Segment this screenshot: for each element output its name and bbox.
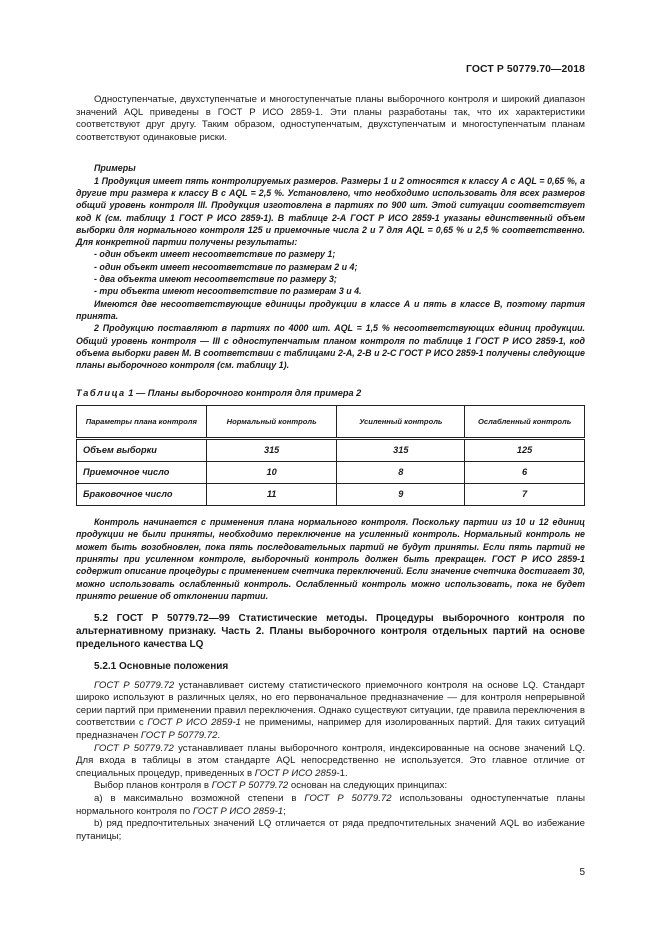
text-run: . xyxy=(217,730,221,742)
table-row xyxy=(77,462,585,484)
standard-reference: ГОСТ Р 50779.72 xyxy=(304,793,392,805)
table-row xyxy=(77,439,585,462)
table-caption xyxy=(76,387,585,400)
table-row xyxy=(77,484,585,506)
standard-reference: ГОСТ Р ИСО 2859 xyxy=(254,767,337,779)
row-label: Приемочное число xyxy=(77,462,207,484)
list-item-b: b) ряд предпочтительных значений LQ отличается от ряда предпочтительных значений AQL во избежание путаницы; xyxy=(76,818,585,842)
example-1-text: 1 Продукция имеет пять контролируемых размеров. Размеры 1 и 2 относятся к классу А с AQL = 0,65 %, а другие три размера к классу В с AQL = 2,5 %. Установлено, что необходимо использовать для всех размеров общий уровень контроля III. Продукция изготовлена в партиях по 900 шт. Этой ситуации соответствует код К (см. таблицу 1 ГОСТ Р ИСО 2859-1). В таблице 2-А ГОСТ Р ИСО 2859-1 указаны единственный объем выборки для нормального контроля 125 и приемочные числа 2 и 7 для AQL = 0,65 % и 2,5 % соответственно. Для конкретной партии получены результаты: xyxy=(76,175,585,248)
standard-reference: ГОСТ Р ИСО 2859-1 xyxy=(147,717,241,729)
table-cell: 315 xyxy=(206,439,337,462)
section-paragraph-1 xyxy=(76,680,585,743)
section-title: 5.2 ГОСТ Р 50779.72—99 Статистические методы. Процедуры выборочного контроля по альтернативному признаку. Часть 2. Планы выборочного контроля отдельных партий на основе предельного качества LQ xyxy=(76,613,585,651)
table-cell: 6 xyxy=(465,462,585,484)
standard-reference: ГОСТ Р 50779.72 xyxy=(140,730,218,742)
text-run: а) в максимально возможной степени в xyxy=(94,793,305,805)
examples-heading: Примеры xyxy=(94,163,136,174)
example-1-bullet: - два объекта имеют несоответствие по размеру 3; xyxy=(94,274,337,285)
text-run: Выбор планов контроля в xyxy=(94,780,212,792)
row-label: Объем выборки xyxy=(77,439,207,462)
table-cell: 7 xyxy=(465,484,585,506)
text-run: основан на следующих принципах: xyxy=(288,780,448,792)
standard-reference: ГОСТ Р 50779.72 xyxy=(94,679,175,691)
example-2-text: 2 Продукцию поставляют в партиях по 4000 шт. AQL = 1,5 % несоответствующих единиц продукции. Общий уровень контроля — III с одноступенчатым планом контроля по таблице 1 ГОСТ Р ИСО 2859-1, код объема выборки равен М. В соответствии с таблицами 2-А, 2-В и 2-С ГОСТ Р ИСО 2859-1 получены следующие планы выборочного контроля (см. таблицу 1). xyxy=(76,323,585,371)
document-header: ГОСТ Р 50779.70—2018 xyxy=(466,64,585,75)
example-1-result: Имеются две несоответствующие единицы продукции в классе А и пять в классе В, поэтому партия принята. xyxy=(76,298,585,321)
intro-paragraph: Одноступенчатые, двухступенчатые и многоступенчатые планы выборочного контроля и широкий диапазон значений AQL приведены в ГОСТ Р ИСО 2859-1. Эти планы разработаны так, что их характеристики соответствуют друг другу. Таким образом, одноступенчатым, двухступенчатым и многоступенчатым планам соответствуют одинаковые риски. xyxy=(76,94,585,143)
page-number: 5 xyxy=(579,867,585,878)
table-caption-text: 1 — Планы выборочного контроля для примера 2 xyxy=(125,388,362,399)
standard-reference: ГОСТ Р 50779.72 xyxy=(211,780,289,792)
text-run: -1. xyxy=(336,767,348,779)
table-cell: 10 xyxy=(206,462,337,484)
table-header-cell: Параметры плана контроля xyxy=(77,406,207,439)
table-cell: 315 xyxy=(337,439,465,462)
text-run: использованы одноступенчатые планы нормального контроля по xyxy=(76,793,585,817)
section-paragraph-2 xyxy=(76,743,585,781)
subsection-title: 5.2.1 Основные положения xyxy=(94,661,229,673)
example-1-bullet: - один объект имеет несоответствие по размерам 2 и 4; xyxy=(94,261,358,272)
table-cell: 125 xyxy=(465,439,585,462)
text-run: устанавливает систему статистического приемочного контроля на основе LQ. Стандарт широко используют в различных целях, но его первоначальное предназначение — для контроля непрерывной серии партий при применении правил переключения. Однако существуют ситуации, где правила переключения в соответствии с xyxy=(76,679,585,729)
sampling-plan-table xyxy=(76,405,585,506)
table-cell: 9 xyxy=(337,484,465,506)
page-content xyxy=(76,94,585,843)
table-header-row xyxy=(77,406,585,439)
table-cell: 8 xyxy=(337,462,465,484)
table-header-cell: Ослабленный контроль xyxy=(465,406,585,439)
table-caption-label: Таблица xyxy=(76,388,126,399)
after-table-paragraph: Контроль начинается с применения плана нормального контроля. Поскольку партии из 10 и 12 единиц продукции не были приняты, необходимо переключение на усиленный контроль. Нормальный контроль не может быть возобновлен, пока пять последовательных партий не будут приняты. Если пять партий не приняты при усиленном контроле, выборочный контроль должен быть прекращен. ГОСТ Р ИСО 2859-1 содержит описание процедуры с применением счетчика переключений. Если значение счетчика достигает 30, можно использовать ослабленный контроль. Ослабленный контроль можно использовать, пока не будет принято решение об отклонении партии. xyxy=(76,517,585,601)
standard-reference: ГОСТ Р ИСО 2859-1 xyxy=(192,805,284,817)
standard-reference: ГОСТ Р 50779.72 xyxy=(94,742,174,754)
example-1-bullet: - один объект имеет несоответствие по размеру 1; xyxy=(94,249,336,260)
section-paragraph-3 xyxy=(76,780,585,793)
table-cell: 11 xyxy=(206,484,337,506)
row-label: Браковочное число xyxy=(77,484,207,506)
table-header-cell: Усиленный контроль xyxy=(337,406,465,439)
text-run: не применимы, например для изолированных партий. Для таких ситуаций предназначен xyxy=(76,717,585,742)
list-item-a xyxy=(76,793,585,818)
example-1-bullet: - три объекта имеют несоответствие по размерам 3 и 4. xyxy=(94,286,362,297)
table-header-cell: Нормальный контроль xyxy=(206,406,337,439)
text-run: ; xyxy=(283,805,286,817)
text-run: устанавливает планы выборочного контроля, индексированные на основе значений LQ. Для входа в таблицы в этом стандарте AQL непосредственно не используется. Это главное отличие от специальных процедур, приведенных в xyxy=(76,742,585,779)
